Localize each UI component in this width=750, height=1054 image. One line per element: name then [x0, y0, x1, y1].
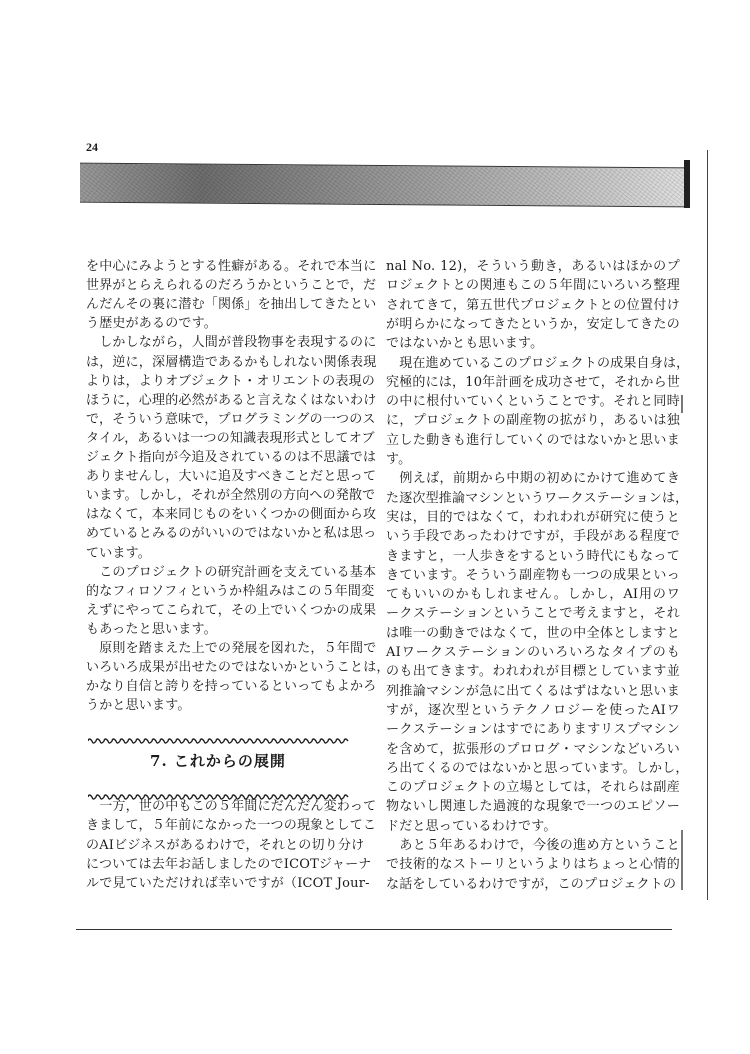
text-line: す。: [386, 452, 412, 467]
scan-mark: [681, 395, 683, 413]
text-line: 的なフィロソフィというか枠組みはこの５年間変: [86, 583, 375, 599]
text-line: のも出てきます。われわれが目標としています並: [386, 664, 680, 680]
text-line: もあったと思います。: [86, 621, 217, 637]
text-line: かなり自信と誇りを持っているといってもよかろ: [86, 679, 377, 695]
text-line: に，プロジェクトの副産物の拡がり，あるいは独: [386, 413, 680, 429]
text-line: は，逆に，深層構造であるかもしれない関係表現: [86, 354, 377, 370]
text-line: が明らかになってきたというか，安定してきたの: [386, 316, 680, 332]
page-number: 24: [86, 140, 98, 154]
text-line: このプロジェクトの立場としては，それらは副産: [386, 780, 680, 796]
text-line: nal No. 12)，そういう動き，あるいはほかのプ: [386, 259, 680, 274]
text-line: た逐次型推論マシンというワークステーションは，: [386, 490, 689, 506]
text-line: ろ出てくるのではないかと思っています。しかし，: [386, 760, 689, 776]
text-line: しかしながら，人間が普段物事を表現するのに: [86, 335, 377, 351]
text-line: 例えば，前期から中期の初めにかけて進めてき: [386, 471, 680, 487]
text-line: う歴史があるのです。: [86, 316, 217, 332]
text-line: は唯一の動きではなくて，世の中全体としますと: [386, 625, 680, 641]
text-line: あと５年あるわけで，今後の進め方ということ: [386, 838, 680, 853]
text-line: されてきて，第五世代プロジェクトとの位置付け: [386, 297, 680, 313]
text-line: な話をしているわけですが，このプロジェクトの: [386, 876, 677, 892]
text-line: いう手段であったわけですが，手段がある程度で: [386, 529, 680, 545]
section-heading: 7. これからの展開: [150, 752, 286, 770]
text-line: ークステーションはすでにありますリスプマシン: [386, 722, 680, 738]
text-line: 原則を踏まえた上での発展を図れた，５年間で: [86, 641, 377, 656]
text-line: 現在進めているこのプロジェクトの成果自身は，: [386, 355, 690, 371]
header-band-edge: [684, 160, 690, 208]
text-line: んだんその裏に潜む「関係」を抽出してきたとい: [86, 297, 377, 313]
scan-mark: [681, 830, 683, 890]
text-line: を含めて，拡張形のプロログ・マシンなどいろい: [386, 741, 680, 757]
text-line: います。しかし，それが全然別の方向への発散で: [86, 488, 376, 504]
text-line: 立した動きも進行していくのではないかと思いま: [386, 432, 680, 448]
text-line: の中に根付いていくということです。それと同時: [386, 394, 680, 410]
text-line: きまして，５年前になかった一つの現象としてこ: [86, 818, 377, 834]
text-line: いろいろ成果が出せたのではないかということは，: [86, 660, 390, 676]
text-line: で，そういう意味で，プログラミングの一つのス: [86, 411, 376, 427]
text-line: 物ないし関連した過渡的な現象で一つのエピソー: [386, 799, 680, 815]
wave-divider-top: [88, 730, 350, 749]
text-line: を中心にみようとする性癖がある。それで本当に: [86, 259, 377, 274]
text-line: きています。そういう副産物も一つの成果といっ: [386, 567, 680, 583]
text-line: うかと思います。: [86, 698, 191, 714]
text-line: よりは，よりオブジェクト・オリエントの表現の: [86, 373, 375, 389]
text-line: AIワークステーションのいろいろなタイプのも: [386, 645, 680, 660]
text-line: ークステーションということで考えますと，それ: [386, 606, 680, 622]
text-line: てもいいのかもしれません。しかし，AI用のワ: [386, 587, 680, 603]
text-line: 世界がとらえられるのだろうかということで，だ: [86, 278, 377, 294]
header-band: [80, 163, 690, 208]
text-line: ジェクト指向が今追及されているのは不思議では: [86, 450, 377, 465]
bottom-rule: [76, 929, 672, 930]
text-line: はなくて，本来同じものをいくつかの側面から攻: [86, 507, 377, 523]
text-line: タイル，あるいは一つの知識表現形式としてオブ: [86, 430, 375, 446]
page-edge-line: [707, 150, 708, 900]
text-line: すが，逐次型というテクノロジーを使ったAIワ: [386, 702, 680, 718]
text-line: ほうに，心理的必然があると言えなくはないわけ: [86, 392, 377, 408]
text-line: ドだと思っているわけです。: [386, 818, 557, 834]
text-line: 一方，世の中もこの５年間にだんだん変わって: [86, 799, 377, 814]
text-line: ではないかとも思います。: [386, 336, 544, 352]
text-line: ありませんし，大いに追及すべきことだと思って: [86, 469, 377, 485]
text-line: えずにやってこられて，その上でいくつかの成果: [86, 602, 377, 618]
text-line: めているとみるのがいいのではないかと私は思っ: [86, 526, 377, 542]
text-line: このプロジェクトの研究計画を支えている基本: [86, 564, 377, 580]
text-line: 実は，目的ではなくて，われわれが研究に使うと: [386, 509, 680, 525]
text-line: については去年お話しましたのでICOTジャーナ: [86, 856, 372, 872]
wave-divider-bottom: [88, 786, 350, 805]
text-line: で技術的なストーリというよりはちょっと心情的: [386, 857, 680, 873]
text-line: のAIビジネスがあるわけで，それとの切り分け: [86, 837, 365, 853]
text-line: ています。: [86, 545, 151, 561]
text-line: ロジェクトとの関連もこの５年間にいろいろ整理: [386, 278, 680, 294]
text-line: 列推論マシンが急に出てくるはずはないと思いま: [386, 683, 680, 699]
text-line: きますと，一人歩きをするという時代にもなって: [386, 548, 680, 564]
text-line: 究極的には，10年計画を成功させて，それから世: [386, 374, 680, 390]
text-line: ルで見ていただければ幸いですが（ICOT Jour-: [86, 876, 370, 892]
